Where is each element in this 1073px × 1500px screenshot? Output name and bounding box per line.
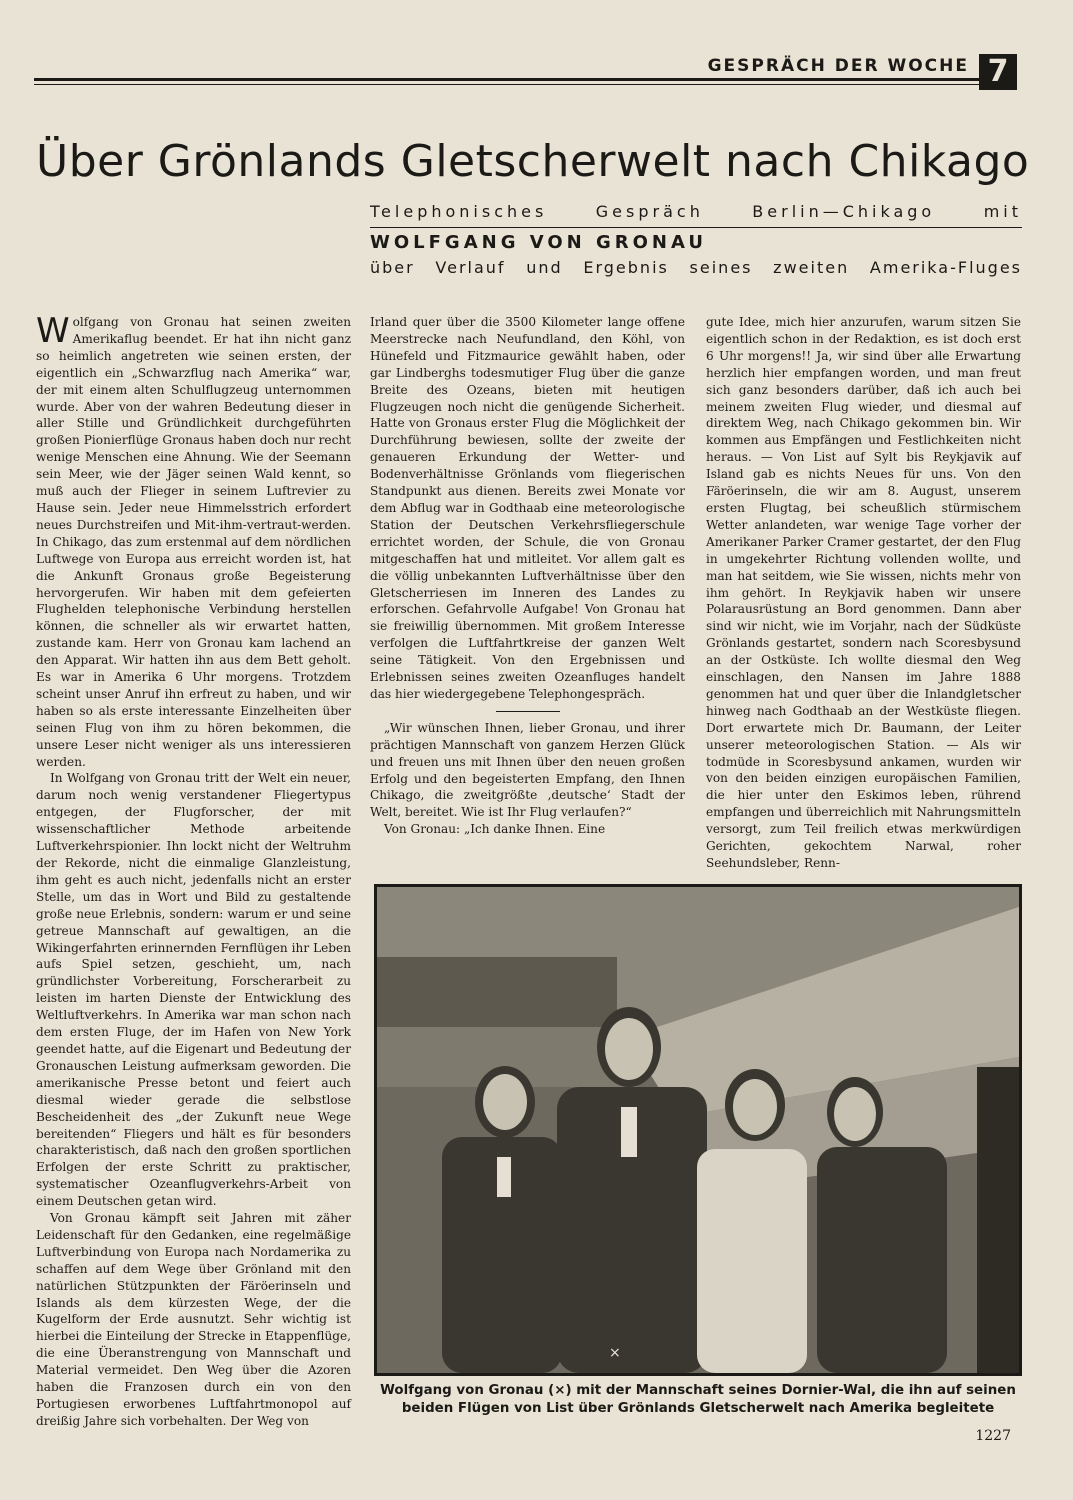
paragraph: In Wolfgang von Gronau tritt der Welt ein neuer, darum noch wenig verstandener Fliegertypus entgegen, der Flugforscher, der mit wissenschaftlicher Methode arbeitende Luftverkehrspionier. Ihn lockt nicht der Weltruhm der Rekorde, nicht die einmalige Glanzleistung, ihm geht es auch nicht, jedenfalls nicht an erster Stelle, um das in Wort und Bild zu gestaltende große neue Erlebnis, sondern: warum er und seine getreue Mannschaft auf gewaltigen, an die Wikingerfahrten erinnernden Fernflügen ihr Leben aufs Spiel setzen, geschieht, um, nach gründlichster Vorbereitung, Forscherarbeit zu leisten im harten Dienste der Entwicklung des Weltluftverkehrs. In Amerika war man schon nach dem ersten Fluge, der im Hafen von New York geendet hatte, auf die Eigenart und Bedeutung der Gronauschen Leistung aufmerksam geworden. Die amerikanische Presse betont und feiert auch diesmal wieder gerade die selbstlose Bescheidenheit des „der Zukunft neue Wege bereitenden“ Fliegers und hält es für besonders charakteristisch, daß nach den großen sportlichen Erfolgen der erste Schritt zu praktischer, systematischer Ozeanflugverkehrs-Arbeit von einem Deutschen getan wird. <box>36 771 351 1209</box>
section-divider <box>496 711 560 712</box>
subhead-name: WOLFGANG VON GRONAU <box>370 232 707 253</box>
paragraph: gute Idee, mich hier anzurufen, warum sitzen Sie eigentlich schon in der Redaktion, es ist doch erst 6 Uhr morgens!! Ja, wir sind über alle Erwartung herzlich hier empfangen worden, und man freut sich ganz besonders darüber, daß ich auch bei meinem zweiten Flug wieder, und diesmal auf direktem Weg, nach Chikago gekommen bin. Wir kommen aus Empfängen und Festlichkeiten nicht heraus. — Von List auf Sylt bis Reykjavik auf Island gab es nichts Neues für uns. Von den Färöerinseln, die wir am 8. August, unserem ersten Flugtag, bei scheußlich stürmischem Wetter anlandeten, war wenige Tage vorher der Amerikaner Parker Cramer gestartet, der den Flug in umgekehrter Richtung vollenden wollte, und man hat seitdem, wie Sie wissen, nichts mehr von ihm gehört. In Reykjavik haben wir unsere Polarausrüstung an Bord genommen. Dann aber sind wir nicht, wie im Vorjahr, nach der Südküste Grönlands gestartet, sondern nach Scoresbysund an der Ostküste. Ich wollte diesmal den Weg einschlagen, den Nansen im Jahre 1888 genommen hat und quer über die Inlandgletscher hinweg nach Godthaab an der Westküste fliegen. Dort erwartete mich Dr. Baumann, der Leiter unserer meteorologischen Station. — Als wir todmüde in Scoresbysund ankamen, wurden wir von den beiden einzigen europäischen Familien, die hier unter den Eskimos leben, rührend empfangen und überreichlich mit Nahrungsmitteln versorgt, zum Teil freilich etwas merkwürdigen Gerichten, gekochtem Narwal, roher Seehundsleber, Renn- <box>706 315 1021 870</box>
text-column-2 <box>370 314 685 838</box>
page-number: 1227 <box>975 1428 1011 1444</box>
svg-text:×: × <box>609 1345 621 1361</box>
paragraph: Irland quer über die 3500 Kilometer lange offene Meerstrecke nach Neufundland, den Köhl, von Hünefeld und Fitzmaurice gewählt haben, oder gar Lindberghs todesmutiger Flug über die ganze Breite des Ozeans, bieten mit heutigen Flugzeugen noch nicht die genügende Sicherheit. Hatte von Gronaus erster Flug die Möglichkeit der Durchführung bewiesen, sollte der zweite der genaueren Erkundung der Wetter- und Bodenverhältnisse Grönlands vom fliegerischen Standpunkt aus dienen. Bereits zwei Monate vor dem Abflug war in Godthaab eine meteorologische Station der Deutschen Verkehrsfliegerschule errichtet worden, der Schule, die von Gronau mitgeschaffen hat und mitleitet. Vor allem galt es die völlig unbekannten Luftverhältnisse über den Gletscherriesen im Inneren des Landes zu erforschen. Gefahrvolle Aufgabe! Von Gronau hat sie freiwillig übernommen. Mit großem Interesse verfolgen die Luftfahrtkreise der ganzen Welt seine Tätigkeit. Von den Ergebnissen und Erlebnissen seines zweiten Ozeanfluges handelt das hier wiedergegebene Telephongespräch. <box>370 315 685 701</box>
subhead-description: über Verlauf und Ergebnis seines zweiten Amerika-Fluges <box>370 258 1022 277</box>
photo-caption: Wolfgang von Gronau (×) mit der Mannschaft seines Dornier-Wal, die ihn auf seinen beiden Flügen von List über Grönlands Gletscherwelt nach Amerika begleitete <box>380 1383 1016 1416</box>
crew-photo-illustration <box>377 887 1019 1373</box>
text-column-3 <box>706 314 1021 872</box>
issue-number-badge: 7 <box>979 54 1017 90</box>
header-rule-thin <box>34 84 1017 85</box>
page-header <box>34 54 1017 94</box>
subhead-line: Telephonisches Gespräch Berlin—Chikago mit <box>370 202 1022 221</box>
article-headline: Über Grönlands Gletscherwelt nach Chikago <box>36 136 1030 187</box>
crew-photo <box>374 884 1022 1376</box>
text-column-1 <box>36 311 351 1430</box>
subhead-rule <box>370 227 1022 228</box>
paragraph: „Wir wünschen Ihnen, lieber Gronau, und ihrer prächtigen Mannschaft von ganzem Herzen Glück und freuen uns mit Ihnen über den neuen großen Erfolg und den begeisterten Empfang, den Ihnen Chikago, die zweitgrößte ‚deutsche‘ Stadt der Welt, bereitet. Wie ist Ihr Flug verlaufen?“ <box>370 720 685 820</box>
paragraph <box>36 311 351 770</box>
paragraph: Von Gronau: „Ich danke Ihnen. Eine <box>384 822 606 837</box>
header-rule <box>34 78 1017 81</box>
paragraph: Von Gronau kämpft seit Jahren mit zäher Leidenschaft für den Gedanken, eine regelmäßige Luftverbindung von Europa nach Nordamerika zu schaffen auf dem Wege über Grönland mit den natürlichen Stützpunkten der Färöerinseln und Islands als dem kürzesten Wege, der die Kugelform der Erde ausnutzt. Sehr wichtig ist hierbei die Einteilung der Strecke in Etappenflüge, die eine Überanstrengung von Mannschaft und Material vermeidet. Den Weg über die Azoren haben die Franzosen durch ein von den Portugiesen erworbenes Luftfahrtmonopol auf dreißig Jahre sich vorbehalten. Der Weg von <box>36 1211 351 1428</box>
section-label: GESPRÄCH DER WOCHE <box>704 56 973 76</box>
drop-cap: W <box>36 311 70 351</box>
paragraph-text: olfgang von Gronau hat seinen zweiten Amerikaflug beendet. Er hat ihn nicht ganz so heimlich angetreten wie seinen ersten, der eigentlich ein „Schwarzflug nach Amerika“ war, der mit einem alten Schulflugzeug unternommen wurde. Aber von der wahren Bedeutung dieser in aller Stille und Gründlichkeit durchgeführten großen Pionierflüge Gronaus haben doch nur recht wenige Menschen eine Ahnung. Wie der Seemann sein Meer, wie der Jäger seinen Wald kennt, so muß auch der Flieger in seinem Luftrevier zu Hause sein. Jeder neue Himmelsstrich erfordert neues Durchstreifen und Mit-ihm-vertraut-werden. In Chikago, das zum erstenmal auf dem nördlichen Luftwege von Europa aus erreicht worden ist, hat die Ankunft Gronaus große Begeisterung hervorgerufen. Wir haben mit dem gefeierten Flughelden telephonische Verbindung herstellen können, die schneller als wir erwartet hatten, zustande kam. Herr von Gronau kam lachend an den Apparat. Wir hatten ihn aus dem Bett geholt. Es war in Amerika 6 Uhr morgens. Trotzdem scheint unser Anruf ihn erfreut zu haben, und wir haben so als erste interessante Einzelheiten über seinen Flug von ihm zu hören bekommen, die unsere Leser nicht weniger als uns interessieren werden. <box>36 315 351 769</box>
